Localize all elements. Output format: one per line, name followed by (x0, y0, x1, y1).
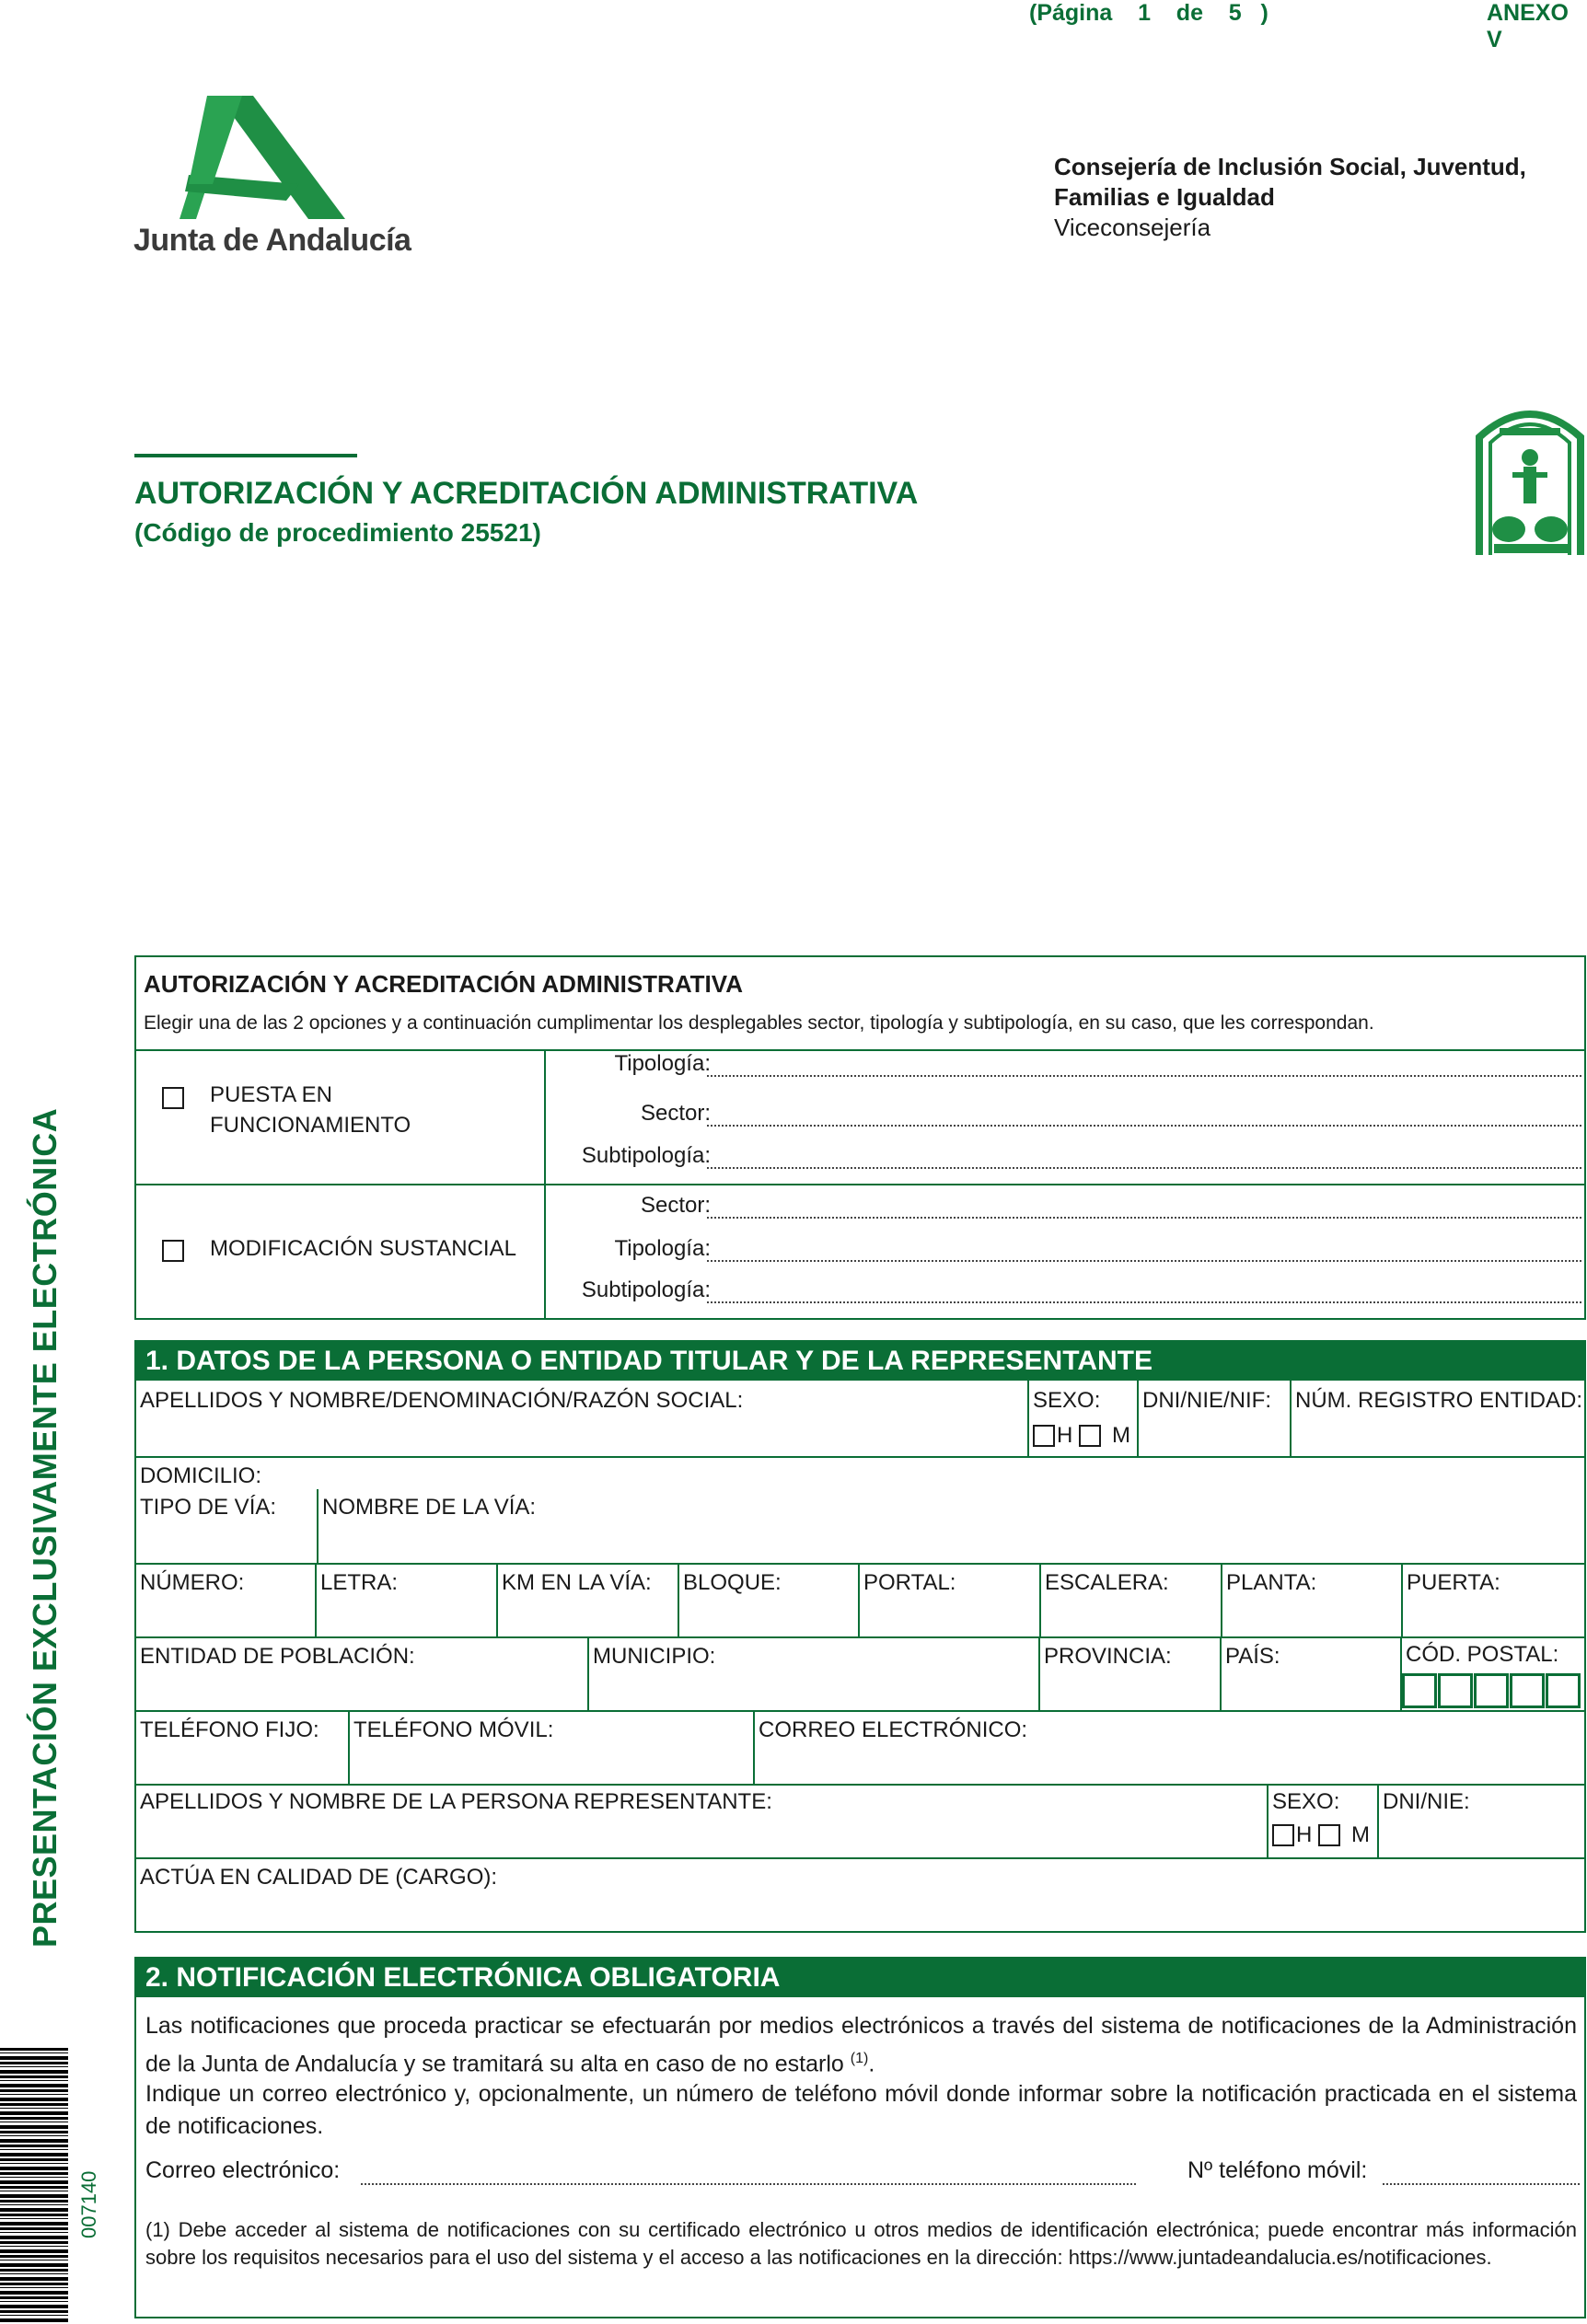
rep-sex-h-label: H (1296, 1822, 1313, 1847)
notification-paragraph-2: Indique un correo electrónico y, opcionalmente, un número de teléfono móvil donde informar sobre la notificación practicada en el sistema de notificaciones. (145, 2081, 1577, 2139)
rep-sex-h-checkbox[interactable] (1272, 1824, 1294, 1846)
authorization-heading: AUTORIZACIÓN Y ACREDITACIÓN ADMINISTRATIVA (144, 970, 743, 998)
road-type-label: TIPO DE VÍA: (140, 1495, 277, 1520)
title-rule (134, 454, 357, 457)
divider (1290, 1381, 1292, 1456)
divider (136, 1636, 1584, 1638)
rep-sex-label: SEXO: (1272, 1789, 1340, 1814)
phone-mobile-label: TELÉFONO MÓVIL: (353, 1717, 554, 1742)
option-modificacion-label: MODIFICACIÓN SUSTANCIAL (210, 1236, 516, 1261)
sex-m-checkbox[interactable] (1079, 1425, 1101, 1447)
department-line-1: Consejería de Inclusión Social, Juventud, (1054, 153, 1526, 180)
section-1-title: 1. DATOS DE LA PERSONA O ENTIDAD TITULAR Y DE LA REPRESENTANTE (136, 1342, 1584, 1381)
option2-sector-field[interactable] (707, 1217, 1581, 1219)
divider (753, 1710, 755, 1784)
side-text: PRESENTACIÓN EXCLUSIVAMENTE ELECTRÓNICA (26, 1107, 64, 1948)
address-field-label: ESCALERA: (1045, 1570, 1169, 1595)
notification-mobile-label: Nº teléfono móvil: (1187, 2157, 1368, 2183)
name-label: APELLIDOS Y NOMBRE/DENOMINACIÓN/RAZÓN SOCIAL: (140, 1388, 744, 1413)
divider (1027, 1381, 1029, 1456)
dni-nif-label: DNI/NIE/NIF: (1142, 1388, 1272, 1413)
divider (858, 1563, 860, 1636)
sex-h-label: H (1057, 1423, 1073, 1448)
paragraph-end: . (868, 2051, 875, 2077)
divider (136, 1563, 1584, 1565)
divider (678, 1563, 679, 1636)
option2-tipologia-field[interactable] (707, 1260, 1581, 1262)
option2-subtipologia-field[interactable] (707, 1301, 1581, 1303)
notification-paragraph-1-text: Las notificaciones que proceda practicar se efectuarán por medios electrónicos a través del sistema de notificaciones de la Administración de la Junta de Andalucía y se tramitará su alta en caso de no estarlo (145, 2013, 1577, 2077)
postal-digit[interactable] (1402, 1673, 1437, 1708)
divider (1137, 1381, 1139, 1456)
option-puesta-checkbox[interactable] (162, 1087, 184, 1109)
divider (544, 1049, 546, 1318)
department-line-2: Familias e Igualdad (1054, 183, 1275, 211)
option1-subtipologia-field[interactable] (707, 1167, 1581, 1169)
junta-logo (133, 92, 428, 267)
option1-tipologia-label: Tipología: (614, 1051, 711, 1076)
sex-h-checkbox[interactable] (1033, 1425, 1055, 1447)
rep-name-label: APELLIDOS Y NOMBRE DE LA PERSONA REPRESENTANTE: (140, 1789, 772, 1814)
postal-code-boxes[interactable] (1402, 1673, 1584, 1710)
postal-digit[interactable] (1438, 1673, 1473, 1708)
option-puesta-label-2: FUNCIONAMIENTO (210, 1113, 411, 1138)
divider (1220, 1636, 1222, 1710)
option1-subtipologia-label: Subtipología: (581, 1143, 711, 1168)
divider (348, 1710, 350, 1784)
option-modificacion-checkbox[interactable] (162, 1240, 184, 1262)
notification-email-label: Correo electrónico: (145, 2157, 341, 2183)
authorization-instruction: Elegir una de las 2 opciones y a continuación cumplimentar los desplegables sector, tipología y subtipología, en su caso, que les correspondan. (144, 1012, 1374, 1034)
page-title: AUTORIZACIÓN Y ACREDITACIÓN ADMINISTRATIVA (134, 476, 919, 511)
divider (587, 1636, 589, 1710)
footnote-ref: (1) (850, 2051, 869, 2066)
divider (136, 1184, 1584, 1185)
phone-fixed-label: TELÉFONO FIJO: (140, 1717, 319, 1742)
department-line-3: Viceconsejería (1054, 214, 1211, 241)
option2-subtipologia-label: Subtipología: (581, 1278, 711, 1302)
divider (1039, 1563, 1041, 1636)
junta-logo-icon (133, 92, 428, 230)
logo-text: Junta de Andalucía (133, 223, 411, 258)
address-field-label: KM EN LA VÍA: (502, 1570, 652, 1595)
address-field-label: PORTAL: (863, 1570, 956, 1595)
section-2-box (134, 1957, 1586, 2318)
population-label: ENTIDAD DE POBLACIÓN: (140, 1644, 415, 1669)
postal-digit[interactable] (1474, 1673, 1509, 1708)
rep-dni-label: DNI/NIE: (1383, 1789, 1470, 1814)
annex-label: ANEXO V (1487, 0, 1569, 52)
road-name-label: NOMBRE DE LA VÍA: (322, 1495, 537, 1520)
page-current: 1 (1138, 0, 1151, 26)
sex-label: SEXO: (1033, 1388, 1101, 1413)
divider (1401, 1563, 1403, 1636)
page-total: 5 (1228, 0, 1242, 26)
option1-sector-field[interactable] (707, 1125, 1581, 1127)
page-close: ) (1260, 0, 1268, 26)
page-counter (1029, 0, 1268, 27)
option2-tipologia-label: Tipología: (614, 1236, 711, 1261)
notification-paragraph-1 (145, 2010, 1577, 2080)
procedure-code: (Código de procedimiento 25521) (134, 518, 541, 547)
coat-of-arms-icon (1476, 400, 1584, 555)
section-2-title: 2. NOTIFICACIÓN ELECTRÓNICA OBLIGATORIA (136, 1959, 1584, 1997)
option2-sector-label: Sector: (640, 1193, 711, 1218)
province-label: PROVINCIA: (1044, 1644, 1172, 1669)
page-of: de (1176, 0, 1203, 26)
notification-mobile-field[interactable] (1383, 2183, 1580, 2185)
divider (136, 1049, 1584, 1051)
barcode (0, 2048, 68, 2324)
address-field-label: PLANTA: (1226, 1570, 1317, 1595)
registry-label: NÚM. REGISTRO ENTIDAD: (1295, 1388, 1583, 1413)
divider (1267, 1784, 1268, 1857)
email-label: CORREO ELECTRÓNICO: (759, 1717, 1028, 1742)
option-puesta-label-1: PUESTA EN (210, 1082, 332, 1107)
postal-digit[interactable] (1510, 1673, 1545, 1708)
section-1-box (134, 1340, 1586, 1933)
address-field-label: PUERTA: (1407, 1570, 1500, 1595)
divider (136, 1456, 1584, 1458)
divider (136, 1857, 1584, 1859)
divider (136, 1784, 1584, 1786)
municipality-label: MUNICIPIO: (593, 1644, 716, 1669)
divider (1221, 1563, 1222, 1636)
address-field-label: LETRA: (320, 1570, 399, 1595)
country-label: PAÍS: (1225, 1644, 1280, 1669)
authorization-box (134, 955, 1586, 1320)
barcode-number: 007140 (77, 2170, 100, 2238)
notification-email-field[interactable] (361, 2183, 1136, 2185)
address-field-label: BLOQUE: (683, 1570, 782, 1595)
divider (317, 1489, 319, 1563)
rep-sex-m-checkbox[interactable] (1318, 1824, 1340, 1846)
divider (496, 1563, 498, 1636)
footnote: (1) Debe acceder al sistema de notificaciones con su certificado electrónico u otros medios de identificación electrónica; puede encontrar más información sobre los requisitos necesarios para el uso del sistema y el acceso a las notificaciones en la dirección: https://www.juntadeandalucia.es/notificaciones. (145, 2218, 1577, 2269)
domicile-label: DOMICILIO: (140, 1463, 262, 1488)
address-field-label: NÚMERO: (140, 1570, 245, 1595)
sex-m-label: M (1112, 1423, 1130, 1448)
department-block (1054, 152, 1526, 243)
divider (1038, 1636, 1040, 1710)
postal-digit[interactable] (1546, 1673, 1581, 1708)
coat-of-arms (1476, 400, 1584, 555)
rep-sex-m-label: M (1351, 1822, 1370, 1847)
page-label: (Página (1029, 0, 1113, 26)
postal-label: CÓD. POSTAL: (1406, 1642, 1559, 1667)
divider (315, 1563, 317, 1636)
rep-role-label: ACTÚA EN CALIDAD DE (CARGO): (140, 1865, 498, 1890)
divider (1377, 1784, 1379, 1857)
option1-sector-label: Sector: (640, 1101, 711, 1126)
divider (136, 1710, 1584, 1712)
option1-tipologia-field[interactable] (707, 1075, 1581, 1077)
